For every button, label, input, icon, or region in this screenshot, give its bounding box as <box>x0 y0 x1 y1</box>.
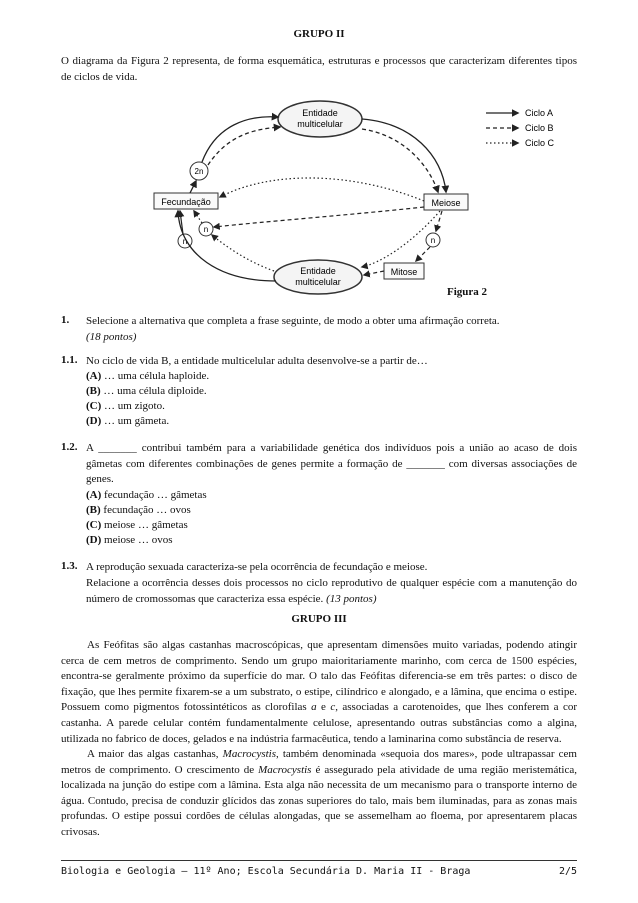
q11-option-d-text: … um gâmeta. <box>104 415 170 427</box>
q12-option-c-text: meiose … gâmetas <box>104 519 188 531</box>
legend-cycle-a: Ciclo A <box>525 108 554 118</box>
fecundacao-box <box>154 193 218 209</box>
q11-option-a-letter: (A) <box>86 370 102 382</box>
group2-title: GRUPO II <box>293 28 345 40</box>
figure-caption: Figura 2 <box>447 286 488 298</box>
arrow-bottom-to-n <box>212 235 274 271</box>
mitose-box <box>384 263 424 279</box>
group3-paragraph-2 <box>61 747 577 841</box>
q13-line2 <box>86 576 577 607</box>
top-entity-label-1: Entidade <box>302 108 338 118</box>
p2-part-c: é assegurado pela atividade de uma região meristemática, localizada na junção do estipe com a lâmina. Esta alga não necessita de um mecanismo para o transporte interno de água. Contudo, precisa de conduzir glícidos das zonas superiores do talo, mais bem iluminadas, para as zonas mais profundas. O estipe possui cordões de células alongadas, que se assemelham ao floema, por apresentarem placas crivosas. <box>61 763 577 838</box>
q12-option-d-text: meiose … ovos <box>104 534 173 546</box>
legend-cycle-b: Ciclo B <box>525 123 554 133</box>
bottom-entity-node <box>274 260 362 294</box>
q12-option-a-text: fecundação … gâmetas <box>104 489 207 501</box>
haploid-label-3: n <box>430 236 436 245</box>
q11-option-b-letter: (B) <box>86 385 101 397</box>
q13-number: 1.3. <box>61 560 78 572</box>
q13-line2-text: Relacione a ocorrência desses dois processos no ciclo reprodutivo de qualquer espécie com a manutenção do número de cromossomas que caracteriza essa espécie. <box>86 577 577 605</box>
meiose-label: Meiose <box>431 198 461 208</box>
p2-part-a: A maior das algas castanhas, <box>87 748 223 760</box>
q11-option-d[interactable] <box>86 414 169 430</box>
p2-part-b: , também denominada «sequoia dos mares», pode ultrapassar cem metros de comprimento. O crescimento de <box>61 748 577 776</box>
fecundacao-label: Fecundação <box>161 197 211 207</box>
p1-part-b: , associadas a carotenoides, que lhes conferem a cor castanha. A parede celular contém fundamentalmente celulose, apresentando outras substâncias como a algina, utilizada no fabrico de doces, gelados e na indústria farmacêutica, tendo a laminarina como substância de reserva. <box>61 701 577 745</box>
page-number: 2/5 <box>558 866 577 877</box>
q12-option-b-text: fecundação … ovos <box>103 504 191 516</box>
life-cycle-diagram <box>150 95 570 295</box>
q12-option-d-letter: (D) <box>86 534 102 546</box>
q1-points: (18 pontos) <box>86 331 137 343</box>
q11-option-c-text: … um zigoto. <box>104 400 165 412</box>
figure-legend <box>486 108 555 148</box>
top-entity-node <box>278 101 362 137</box>
group3-paragraph-1 <box>61 638 577 747</box>
arrow-n-to-fecundacao <box>194 211 202 223</box>
q12-text: A _______ contribui também para a variabilidade genética dos indivíduos pois a união ao acaso de dois gâmetas com diferentes combinações de genes permite a formação de _______ com diversas associações de genes. <box>86 442 577 486</box>
p1-and: e <box>316 701 331 714</box>
q13-line1: A reprodução sexuada caracteriza-se pela ocorrência de fecundação e meiose. <box>86 561 428 573</box>
q12-option-b-letter: (B) <box>86 504 101 516</box>
q13-points: (13 pontos) <box>326 592 377 605</box>
arrow-n-to-mitose <box>416 247 430 261</box>
p2-genus-1: Macrocystis <box>222 748 277 760</box>
p1-chlorophyll-a: a <box>311 701 317 714</box>
q11-option-b[interactable] <box>86 384 207 400</box>
bottom-entity-label-2: multicelular <box>295 277 341 287</box>
arrow-top-to-meiose-dashed <box>362 129 438 192</box>
q11-option-a-text: … uma célula haploide. <box>104 370 210 382</box>
group3-title: GRUPO III <box>291 613 347 625</box>
q11-text: No ciclo de vida B, a entidade multicelular adulta desenvolve-se a partir de… <box>86 355 428 367</box>
haploid-label-1: n <box>203 225 209 234</box>
arrow-fecundacao-to-2n <box>190 181 196 193</box>
legend-cycle-c: Ciclo C <box>525 138 555 148</box>
q1-text: Selecione a alternativa que completa a frase seguinte, de modo a obter uma afirmação correta. <box>86 315 500 327</box>
q12-option-c[interactable] <box>86 518 188 534</box>
diploid-label: 2n <box>194 167 204 176</box>
diploid-circle <box>190 162 208 180</box>
q12-option-a[interactable] <box>86 488 207 504</box>
q11-option-c-letter: (C) <box>86 400 102 412</box>
q11-number: 1.1. <box>61 354 78 366</box>
arrow-meiose-to-n-long <box>214 207 424 227</box>
q11-option-a[interactable] <box>86 369 209 385</box>
arrow-2n-to-top <box>202 117 278 162</box>
arrow-2n-to-top-dashed <box>208 127 280 165</box>
q12-option-c-letter: (C) <box>86 519 102 531</box>
q12-option-d[interactable] <box>86 533 172 549</box>
top-entity-label-2: multicelular <box>297 119 343 129</box>
q12-option-b[interactable] <box>86 503 191 519</box>
q1-number: 1. <box>61 314 70 326</box>
q12-option-a-letter: (A) <box>86 489 102 501</box>
q11-option-c[interactable] <box>86 399 165 415</box>
p1-chlorophyll-c: c <box>330 701 336 714</box>
haploid-label-2: n <box>182 237 188 246</box>
bottom-entity-label-1: Entidade <box>300 266 336 276</box>
footer <box>61 866 577 877</box>
arrow-mitose-to-bottom <box>364 271 384 275</box>
q11-option-d-letter: (D) <box>86 415 102 427</box>
footer-left: Biologia e Geologia – 11º Ano; Escola Secundária D. Maria II - Braga <box>61 866 471 877</box>
q11-option-b-text: … uma célula diploide. <box>103 385 207 397</box>
haploid-circle-3 <box>426 233 440 247</box>
footer-divider <box>61 860 577 861</box>
mitose-label: Mitose <box>390 267 418 277</box>
haploid-circle-1 <box>199 222 213 236</box>
p1-part-a: As Feófitas são algas castanhas macroscópicas, que apresentam dimensões muito variadas, podendo atingir cerca de cem metros de comprimento. Sendo um grupo maioritariamente marinho, com cerca de 1500 espécies, encontra-se geralmente próximo da superfície do mar. O talo das Feófitas diferencia-se em três partes: o disco de fixação, que lhes permite fixarem-se a um substrato, o estipe, cilíndrico e alongado, e a lâmina, que encima o estipe. Possuem como pigmentos fotossintéticos as clorofilas <box>61 639 577 714</box>
group2-intro: O diagrama da Figura 2 representa, de forma esquemática, estruturas e processos que caracterizam diferentes tipos de ciclos de vida. <box>61 55 577 83</box>
arrow-meiose-to-fecundacao <box>220 178 424 201</box>
p2-genus-2: Macrocystis <box>258 763 312 776</box>
q12-number: 1.2. <box>61 441 78 453</box>
meiose-box <box>424 194 468 210</box>
